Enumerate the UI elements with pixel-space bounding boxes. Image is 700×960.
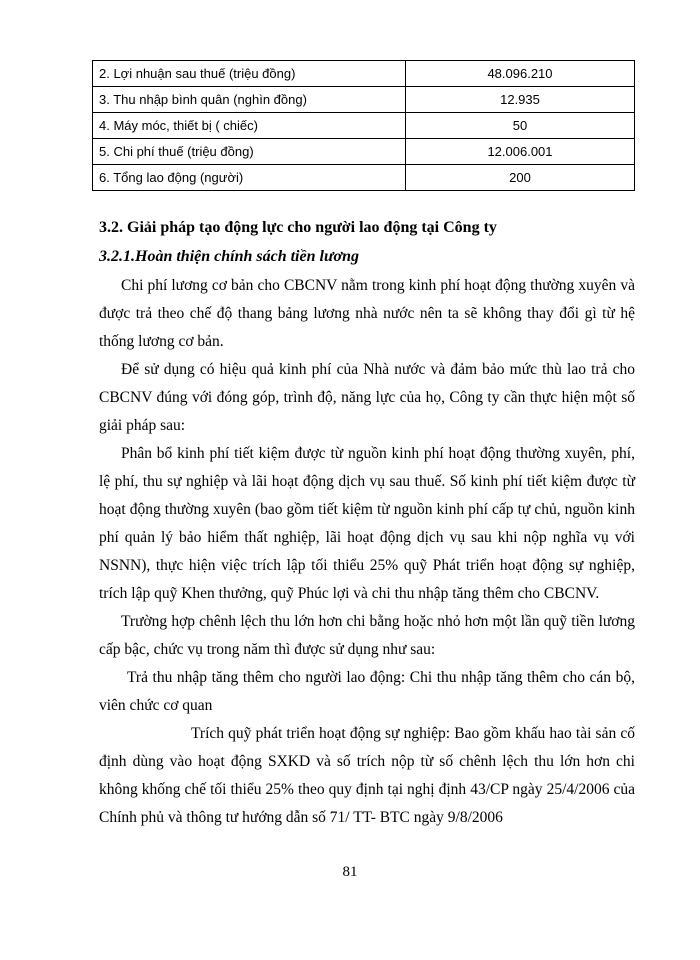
table-row	[93, 165, 635, 191]
table-row	[93, 139, 635, 165]
table-row	[93, 113, 635, 139]
paragraph: Trích quỹ phát triển hoạt động sự nghiệp: Bao gồm khấu hao tài sản cố định dùng vào hoạt động SXKD và số trích nộp từ số chênh lệch thu lớn hơn chi không khống chế tối thiểu 25% theo quy định tại nghị định 43/CP ngày 25/4/2006 của Chính phủ và thông tư hướng dẫn số 71/ TT- BTC ngày 9/8/2006	[99, 725, 635, 826]
statistics-table	[92, 60, 635, 191]
paragraph: Trường hợp chênh lệch thu lớn hơn chi bằng hoặc nhỏ hơn một lần quỹ tiền lương cấp bậc, chức vụ trong năm thì được sử dụng như sau:	[99, 613, 635, 658]
table-cell-label: 5. Chi phí thuế (triệu đồng)	[93, 139, 406, 165]
table-cell-label: 3. Thu nhập bình quân (nghìn đồng)	[93, 87, 406, 113]
table-cell-label: 2. Lợi nhuận sau thuế (triệu đồng)	[93, 61, 406, 87]
table-cell-value: 48.096.210	[406, 61, 635, 87]
table-row	[93, 61, 635, 87]
page-number: 81	[342, 864, 358, 880]
body-text	[99, 272, 635, 832]
paragraph: Chi phí lương cơ bản cho CBCNV nằm trong kinh phí hoạt động thường xuyên và được trả theo chế độ thang bảng lương nhà nước nên ta sẽ không thay đổi gì từ hệ thống lương cơ bản.	[99, 277, 635, 350]
paragraph: Phân bổ kinh phí tiết kiệm được từ nguồn kinh phí hoạt động thường xuyên, phí, lệ phí, thu sự nghiệp và lãi hoạt động dịch vụ sau thuế. Số kinh phí tiết kiệm được từ hoạt động thường xuyên (bao gồm tiết kiệm từ nguồn kinh phí cấp tự chủ, nguồn kinh phí quản lý bảo hiểm thất nghiệp, lãi hoạt động dịch vụ sau khi nộp nghĩa vụ với NSNN), thực hiện việc trích lập tối thiểu 25% quỹ Phát triển hoạt động sự nghiệp, trích lập quỹ Khen thưởng, quỹ Phúc lợi và chi thu nhập tăng thêm cho CBCNV.	[99, 445, 635, 602]
paragraph: Để sử dụng có hiệu quả kinh phí của Nhà nước và đảm bảo mức thù lao trả cho CBCNV đúng với đóng góp, trình độ, năng lực của họ, Công ty cần thực hiện một số giải pháp sau:	[99, 361, 635, 434]
table-row	[93, 87, 635, 113]
table-cell-value: 200	[406, 165, 635, 191]
table-cell-value: 50	[406, 113, 635, 139]
section-heading: 3.2. Giải pháp tạo động lực cho người lao động tại Công ty	[99, 219, 497, 236]
table-cell-label: 6. Tổng lao động (người)	[93, 165, 406, 191]
paragraph: Trả thu nhập tăng thêm cho người lao động: Chi thu nhập tăng thêm cho cán bộ, viên chức cơ quan	[99, 669, 635, 714]
table-cell-value: 12.935	[406, 87, 635, 113]
subsection-heading: 3.2.1.Hoàn thiện chính sách tiền lương	[99, 248, 360, 265]
table-cell-label: 4. Máy móc, thiết bị ( chiếc)	[93, 113, 406, 139]
table-cell-value: 12.006.001	[406, 139, 635, 165]
